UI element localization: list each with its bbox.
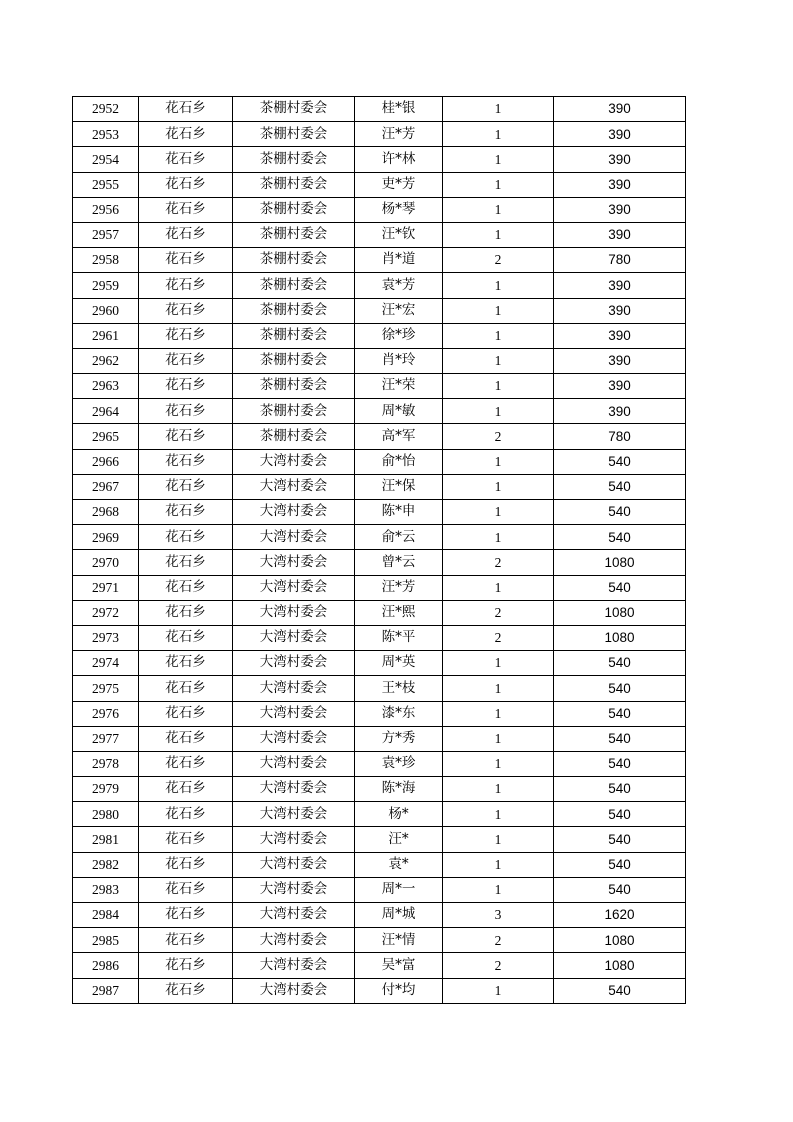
township-cell: 花石乡 bbox=[139, 222, 233, 247]
amount-cell: 540 bbox=[554, 751, 686, 776]
table-row bbox=[73, 802, 686, 827]
row-number-cell: 2969 bbox=[73, 525, 139, 550]
village-committee-cell: 茶棚村委会 bbox=[233, 147, 355, 172]
household-count-cell: 1 bbox=[443, 726, 554, 751]
household-count-cell: 1 bbox=[443, 348, 554, 373]
township-cell: 花石乡 bbox=[139, 525, 233, 550]
amount-cell: 1080 bbox=[554, 953, 686, 978]
household-count-cell: 2 bbox=[443, 928, 554, 953]
table-row bbox=[73, 374, 686, 399]
household-count-cell: 1 bbox=[443, 877, 554, 902]
amount-cell: 1620 bbox=[554, 903, 686, 928]
table-row bbox=[73, 273, 686, 298]
household-count-cell: 1 bbox=[443, 147, 554, 172]
table-row bbox=[73, 424, 686, 449]
row-number-cell: 2981 bbox=[73, 827, 139, 852]
household-count-cell: 3 bbox=[443, 903, 554, 928]
row-number-cell: 2976 bbox=[73, 701, 139, 726]
name-cell: 吏*芳 bbox=[355, 172, 443, 197]
amount-cell: 390 bbox=[554, 298, 686, 323]
roster-table bbox=[72, 96, 686, 1004]
table-row bbox=[73, 751, 686, 776]
name-cell: 汪*保 bbox=[355, 474, 443, 499]
township-cell: 花石乡 bbox=[139, 852, 233, 877]
township-cell: 花石乡 bbox=[139, 197, 233, 222]
table-row bbox=[73, 550, 686, 575]
household-count-cell: 1 bbox=[443, 701, 554, 726]
table-row bbox=[73, 928, 686, 953]
household-count-cell: 2 bbox=[443, 953, 554, 978]
name-cell: 陈*海 bbox=[355, 777, 443, 802]
table-row bbox=[73, 222, 686, 247]
household-count-cell: 1 bbox=[443, 575, 554, 600]
township-cell: 花石乡 bbox=[139, 651, 233, 676]
table-row bbox=[73, 600, 686, 625]
name-cell: 肖*玲 bbox=[355, 348, 443, 373]
household-count-cell: 1 bbox=[443, 449, 554, 474]
township-cell: 花石乡 bbox=[139, 399, 233, 424]
row-number-cell: 2977 bbox=[73, 726, 139, 751]
amount-cell: 540 bbox=[554, 651, 686, 676]
amount-cell: 540 bbox=[554, 802, 686, 827]
township-cell: 花石乡 bbox=[139, 877, 233, 902]
row-number-cell: 2970 bbox=[73, 550, 139, 575]
table-row bbox=[73, 449, 686, 474]
village-committee-cell: 大湾村委会 bbox=[233, 474, 355, 499]
name-cell: 陈*申 bbox=[355, 500, 443, 525]
village-committee-cell: 大湾村委会 bbox=[233, 777, 355, 802]
name-cell: 袁*珍 bbox=[355, 751, 443, 776]
township-cell: 花石乡 bbox=[139, 172, 233, 197]
name-cell: 许*林 bbox=[355, 147, 443, 172]
table-row bbox=[73, 323, 686, 348]
amount-cell: 540 bbox=[554, 852, 686, 877]
village-committee-cell: 大湾村委会 bbox=[233, 802, 355, 827]
name-cell: 杨*琴 bbox=[355, 197, 443, 222]
name-cell: 袁*芳 bbox=[355, 273, 443, 298]
amount-cell: 390 bbox=[554, 172, 686, 197]
name-cell: 周*敏 bbox=[355, 399, 443, 424]
amount-cell: 540 bbox=[554, 827, 686, 852]
table-row bbox=[73, 97, 686, 122]
table-row bbox=[73, 399, 686, 424]
row-number-cell: 2984 bbox=[73, 903, 139, 928]
household-count-cell: 1 bbox=[443, 676, 554, 701]
household-count-cell: 1 bbox=[443, 97, 554, 122]
township-cell: 花石乡 bbox=[139, 323, 233, 348]
name-cell: 汪*钦 bbox=[355, 222, 443, 247]
amount-cell: 540 bbox=[554, 575, 686, 600]
amount-cell: 390 bbox=[554, 222, 686, 247]
village-committee-cell: 大湾村委会 bbox=[233, 903, 355, 928]
household-count-cell: 1 bbox=[443, 978, 554, 1003]
row-number-cell: 2963 bbox=[73, 374, 139, 399]
household-count-cell: 1 bbox=[443, 802, 554, 827]
row-number-cell: 2958 bbox=[73, 248, 139, 273]
table-row bbox=[73, 348, 686, 373]
village-committee-cell: 大湾村委会 bbox=[233, 449, 355, 474]
village-committee-cell: 大湾村委会 bbox=[233, 625, 355, 650]
table-row bbox=[73, 651, 686, 676]
table-row bbox=[73, 172, 686, 197]
table-row bbox=[73, 676, 686, 701]
household-count-cell: 1 bbox=[443, 651, 554, 676]
village-committee-cell: 茶棚村委会 bbox=[233, 222, 355, 247]
row-number-cell: 2954 bbox=[73, 147, 139, 172]
village-committee-cell: 大湾村委会 bbox=[233, 928, 355, 953]
amount-cell: 1080 bbox=[554, 600, 686, 625]
name-cell: 曾*云 bbox=[355, 550, 443, 575]
village-committee-cell: 茶棚村委会 bbox=[233, 248, 355, 273]
household-count-cell: 1 bbox=[443, 852, 554, 877]
township-cell: 花石乡 bbox=[139, 97, 233, 122]
name-cell: 王*枝 bbox=[355, 676, 443, 701]
row-number-cell: 2960 bbox=[73, 298, 139, 323]
household-count-cell: 1 bbox=[443, 777, 554, 802]
table-row bbox=[73, 978, 686, 1003]
township-cell: 花石乡 bbox=[139, 374, 233, 399]
village-committee-cell: 大湾村委会 bbox=[233, 575, 355, 600]
township-cell: 花石乡 bbox=[139, 953, 233, 978]
village-committee-cell: 茶棚村委会 bbox=[233, 273, 355, 298]
row-number-cell: 2957 bbox=[73, 222, 139, 247]
name-cell: 汪*芳 bbox=[355, 122, 443, 147]
row-number-cell: 2952 bbox=[73, 97, 139, 122]
row-number-cell: 2959 bbox=[73, 273, 139, 298]
household-count-cell: 2 bbox=[443, 600, 554, 625]
amount-cell: 390 bbox=[554, 348, 686, 373]
township-cell: 花石乡 bbox=[139, 802, 233, 827]
row-number-cell: 2961 bbox=[73, 323, 139, 348]
row-number-cell: 2986 bbox=[73, 953, 139, 978]
village-committee-cell: 大湾村委会 bbox=[233, 500, 355, 525]
row-number-cell: 2979 bbox=[73, 777, 139, 802]
table-row bbox=[73, 122, 686, 147]
row-number-cell: 2967 bbox=[73, 474, 139, 499]
township-cell: 花石乡 bbox=[139, 600, 233, 625]
village-committee-cell: 茶棚村委会 bbox=[233, 348, 355, 373]
amount-cell: 390 bbox=[554, 273, 686, 298]
row-number-cell: 2975 bbox=[73, 676, 139, 701]
village-committee-cell: 大湾村委会 bbox=[233, 978, 355, 1003]
name-cell: 汪*芳 bbox=[355, 575, 443, 600]
name-cell: 汪*宏 bbox=[355, 298, 443, 323]
village-committee-cell: 茶棚村委会 bbox=[233, 97, 355, 122]
village-committee-cell: 大湾村委会 bbox=[233, 525, 355, 550]
name-cell: 杨* bbox=[355, 802, 443, 827]
household-count-cell: 1 bbox=[443, 172, 554, 197]
amount-cell: 390 bbox=[554, 122, 686, 147]
village-committee-cell: 大湾村委会 bbox=[233, 751, 355, 776]
amount-cell: 780 bbox=[554, 248, 686, 273]
name-cell: 周*城 bbox=[355, 903, 443, 928]
amount-cell: 540 bbox=[554, 525, 686, 550]
amount-cell: 390 bbox=[554, 197, 686, 222]
township-cell: 花石乡 bbox=[139, 273, 233, 298]
name-cell: 吴*富 bbox=[355, 953, 443, 978]
row-number-cell: 2983 bbox=[73, 877, 139, 902]
amount-cell: 540 bbox=[554, 474, 686, 499]
township-cell: 花石乡 bbox=[139, 978, 233, 1003]
amount-cell: 540 bbox=[554, 676, 686, 701]
name-cell: 俞*云 bbox=[355, 525, 443, 550]
name-cell: 周*英 bbox=[355, 651, 443, 676]
township-cell: 花石乡 bbox=[139, 701, 233, 726]
household-count-cell: 1 bbox=[443, 751, 554, 776]
table-row bbox=[73, 903, 686, 928]
township-cell: 花石乡 bbox=[139, 575, 233, 600]
village-committee-cell: 大湾村委会 bbox=[233, 676, 355, 701]
household-count-cell: 1 bbox=[443, 323, 554, 348]
row-number-cell: 2985 bbox=[73, 928, 139, 953]
table-row bbox=[73, 726, 686, 751]
row-number-cell: 2964 bbox=[73, 399, 139, 424]
household-count-cell: 1 bbox=[443, 525, 554, 550]
township-cell: 花石乡 bbox=[139, 827, 233, 852]
township-cell: 花石乡 bbox=[139, 550, 233, 575]
village-committee-cell: 茶棚村委会 bbox=[233, 424, 355, 449]
name-cell: 陈*平 bbox=[355, 625, 443, 650]
name-cell: 汪*熙 bbox=[355, 600, 443, 625]
amount-cell: 1080 bbox=[554, 625, 686, 650]
row-number-cell: 2968 bbox=[73, 500, 139, 525]
township-cell: 花石乡 bbox=[139, 903, 233, 928]
village-committee-cell: 大湾村委会 bbox=[233, 701, 355, 726]
row-number-cell: 2978 bbox=[73, 751, 139, 776]
household-count-cell: 2 bbox=[443, 550, 554, 575]
name-cell: 徐*珍 bbox=[355, 323, 443, 348]
amount-cell: 780 bbox=[554, 424, 686, 449]
amount-cell: 390 bbox=[554, 374, 686, 399]
table-row bbox=[73, 827, 686, 852]
table-row bbox=[73, 197, 686, 222]
household-count-cell: 1 bbox=[443, 222, 554, 247]
table-row bbox=[73, 852, 686, 877]
row-number-cell: 2972 bbox=[73, 600, 139, 625]
name-cell: 高*军 bbox=[355, 424, 443, 449]
household-count-cell: 2 bbox=[443, 424, 554, 449]
village-committee-cell: 大湾村委会 bbox=[233, 877, 355, 902]
township-cell: 花石乡 bbox=[139, 474, 233, 499]
name-cell: 汪* bbox=[355, 827, 443, 852]
village-committee-cell: 大湾村委会 bbox=[233, 827, 355, 852]
household-count-cell: 1 bbox=[443, 197, 554, 222]
row-number-cell: 2971 bbox=[73, 575, 139, 600]
table-row bbox=[73, 474, 686, 499]
table-row bbox=[73, 953, 686, 978]
row-number-cell: 2987 bbox=[73, 978, 139, 1003]
table-row bbox=[73, 575, 686, 600]
table-row bbox=[73, 248, 686, 273]
township-cell: 花石乡 bbox=[139, 424, 233, 449]
row-number-cell: 2982 bbox=[73, 852, 139, 877]
name-cell: 方*秀 bbox=[355, 726, 443, 751]
table-row bbox=[73, 777, 686, 802]
table-row bbox=[73, 525, 686, 550]
row-number-cell: 2956 bbox=[73, 197, 139, 222]
township-cell: 花石乡 bbox=[139, 248, 233, 273]
name-cell: 汪*荣 bbox=[355, 374, 443, 399]
township-cell: 花石乡 bbox=[139, 122, 233, 147]
township-cell: 花石乡 bbox=[139, 676, 233, 701]
village-committee-cell: 大湾村委会 bbox=[233, 852, 355, 877]
name-cell: 袁* bbox=[355, 852, 443, 877]
household-count-cell: 1 bbox=[443, 474, 554, 499]
village-committee-cell: 茶棚村委会 bbox=[233, 298, 355, 323]
village-committee-cell: 大湾村委会 bbox=[233, 651, 355, 676]
name-cell: 漆*东 bbox=[355, 701, 443, 726]
village-committee-cell: 茶棚村委会 bbox=[233, 197, 355, 222]
amount-cell: 540 bbox=[554, 877, 686, 902]
row-number-cell: 2966 bbox=[73, 449, 139, 474]
amount-cell: 390 bbox=[554, 147, 686, 172]
amount-cell: 540 bbox=[554, 701, 686, 726]
name-cell: 汪*情 bbox=[355, 928, 443, 953]
household-count-cell: 1 bbox=[443, 374, 554, 399]
township-cell: 花石乡 bbox=[139, 777, 233, 802]
household-count-cell: 1 bbox=[443, 273, 554, 298]
table-row bbox=[73, 877, 686, 902]
household-count-cell: 1 bbox=[443, 827, 554, 852]
amount-cell: 540 bbox=[554, 777, 686, 802]
village-committee-cell: 茶棚村委会 bbox=[233, 122, 355, 147]
township-cell: 花石乡 bbox=[139, 726, 233, 751]
name-cell: 周*一 bbox=[355, 877, 443, 902]
township-cell: 花石乡 bbox=[139, 500, 233, 525]
village-committee-cell: 大湾村委会 bbox=[233, 550, 355, 575]
table-row bbox=[73, 701, 686, 726]
household-count-cell: 1 bbox=[443, 500, 554, 525]
name-cell: 付*均 bbox=[355, 978, 443, 1003]
township-cell: 花石乡 bbox=[139, 147, 233, 172]
table-row bbox=[73, 298, 686, 323]
row-number-cell: 2955 bbox=[73, 172, 139, 197]
township-cell: 花石乡 bbox=[139, 751, 233, 776]
amount-cell: 540 bbox=[554, 978, 686, 1003]
township-cell: 花石乡 bbox=[139, 625, 233, 650]
village-committee-cell: 大湾村委会 bbox=[233, 726, 355, 751]
name-cell: 肖*道 bbox=[355, 248, 443, 273]
household-count-cell: 1 bbox=[443, 122, 554, 147]
amount-cell: 390 bbox=[554, 97, 686, 122]
row-number-cell: 2973 bbox=[73, 625, 139, 650]
township-cell: 花石乡 bbox=[139, 449, 233, 474]
row-number-cell: 2980 bbox=[73, 802, 139, 827]
village-committee-cell: 茶棚村委会 bbox=[233, 374, 355, 399]
village-committee-cell: 大湾村委会 bbox=[233, 600, 355, 625]
row-number-cell: 2965 bbox=[73, 424, 139, 449]
household-count-cell: 2 bbox=[443, 625, 554, 650]
name-cell: 俞*怡 bbox=[355, 449, 443, 474]
row-number-cell: 2953 bbox=[73, 122, 139, 147]
name-cell: 桂*银 bbox=[355, 97, 443, 122]
village-committee-cell: 茶棚村委会 bbox=[233, 172, 355, 197]
amount-cell: 540 bbox=[554, 500, 686, 525]
township-cell: 花石乡 bbox=[139, 348, 233, 373]
amount-cell: 1080 bbox=[554, 928, 686, 953]
household-count-cell: 1 bbox=[443, 298, 554, 323]
amount-cell: 540 bbox=[554, 726, 686, 751]
village-committee-cell: 茶棚村委会 bbox=[233, 399, 355, 424]
amount-cell: 390 bbox=[554, 399, 686, 424]
table-row bbox=[73, 500, 686, 525]
amount-cell: 1080 bbox=[554, 550, 686, 575]
village-committee-cell: 大湾村委会 bbox=[233, 953, 355, 978]
amount-cell: 390 bbox=[554, 323, 686, 348]
row-number-cell: 2974 bbox=[73, 651, 139, 676]
amount-cell: 540 bbox=[554, 449, 686, 474]
roster-body bbox=[73, 97, 686, 1004]
household-count-cell: 2 bbox=[443, 248, 554, 273]
row-number-cell: 2962 bbox=[73, 348, 139, 373]
township-cell: 花石乡 bbox=[139, 928, 233, 953]
table-row bbox=[73, 625, 686, 650]
household-count-cell: 1 bbox=[443, 399, 554, 424]
village-committee-cell: 茶棚村委会 bbox=[233, 323, 355, 348]
township-cell: 花石乡 bbox=[139, 298, 233, 323]
table-row bbox=[73, 147, 686, 172]
